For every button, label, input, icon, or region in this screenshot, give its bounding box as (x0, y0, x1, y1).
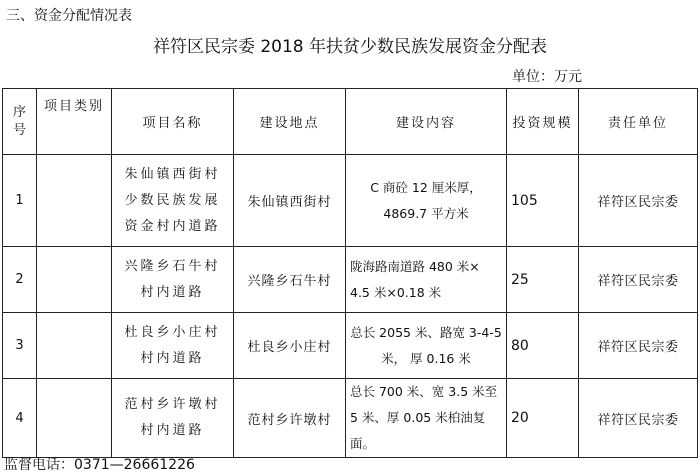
row-category (37, 379, 112, 458)
row-content (346, 379, 507, 458)
content-line: 5 米、厚 0.05 米柏油复面。 (350, 410, 486, 451)
header-seq-line1: 序 (12, 104, 26, 120)
row-project-name (112, 379, 234, 458)
unit-label: 单位：万元 (512, 69, 582, 85)
project-name-line: 村内道路 (140, 423, 205, 438)
content-line: 米， 厚 0.16 米 (381, 350, 471, 366)
content-line: 陇海路南道路 480 米× (350, 258, 480, 274)
header-seq (3, 89, 37, 155)
content-line: C 商砼 12 厘米厚， (370, 179, 482, 195)
project-name-line: 村内道路 (140, 284, 205, 300)
row-seq: 1 (3, 155, 37, 247)
fund-allocation-table (2, 88, 698, 458)
row-seq: 3 (3, 313, 37, 379)
table-row (3, 379, 698, 458)
row-content (346, 155, 507, 247)
row-category (37, 247, 112, 313)
table-row (3, 155, 698, 247)
row-location: 兴隆乡石牛村 (234, 247, 346, 313)
project-name-line: 兴隆乡石牛村 (124, 258, 221, 274)
row-responsible: 祥符区民宗委 (579, 313, 698, 379)
row-content (346, 313, 507, 379)
header-scale: 投资规模 (507, 89, 579, 155)
content-line: 4869.7 平方米 (383, 205, 469, 221)
header-location: 建设地点 (234, 89, 346, 155)
project-name-line: 村内道路 (140, 350, 205, 366)
table-row (3, 247, 698, 313)
content-line: 总长 2055 米、路宽 3-4-5 (350, 324, 502, 340)
row-scale: 25 (507, 247, 579, 313)
project-name-line: 杜良乡小庄村 (124, 324, 221, 340)
header-category: 项目类别 (37, 89, 112, 155)
header-row (3, 89, 698, 155)
project-name-line: 少数民族发展 (124, 192, 221, 208)
header-project-name: 项目名称 (112, 89, 234, 155)
content-line: 4.5 米×0.18 米 (350, 284, 442, 300)
row-scale: 105 (507, 155, 579, 247)
supervision-phone: 监督电话：0371—26661226 (4, 457, 195, 473)
project-name-line: 范村乡许墩村 (124, 397, 221, 412)
content-line: 总长 700 米、宽 3.5 米至 (350, 384, 498, 399)
row-project-name (112, 155, 234, 247)
row-responsible: 祥符区民宗委 (579, 379, 698, 458)
row-scale: 80 (507, 313, 579, 379)
row-seq: 4 (3, 379, 37, 458)
document-title: 祥符区民宗委 2018 年扶贫少数民族发展资金分配表 (152, 37, 548, 57)
row-location: 范村乡许墩村 (234, 379, 346, 458)
row-scale: 20 (507, 379, 579, 458)
row-category (37, 155, 112, 247)
section-heading: 三、资金分配情况表 (6, 8, 132, 24)
project-name-line: 朱仙镇西街村 (124, 166, 221, 182)
row-content (346, 247, 507, 313)
project-name-line: 资金村内道路 (124, 218, 221, 234)
header-responsible: 责任单位 (579, 89, 698, 155)
row-seq: 2 (3, 247, 37, 313)
row-location: 杜良乡小庄村 (234, 313, 346, 379)
row-responsible: 祥符区民宗委 (579, 155, 698, 247)
row-category (37, 313, 112, 379)
row-project-name (112, 313, 234, 379)
header-seq-line2: 号 (12, 122, 26, 138)
header-content: 建设内容 (346, 89, 507, 155)
row-responsible: 祥符区民宗委 (579, 247, 698, 313)
row-location: 朱仙镇西街村 (234, 155, 346, 247)
table-row (3, 313, 698, 379)
row-project-name (112, 247, 234, 313)
